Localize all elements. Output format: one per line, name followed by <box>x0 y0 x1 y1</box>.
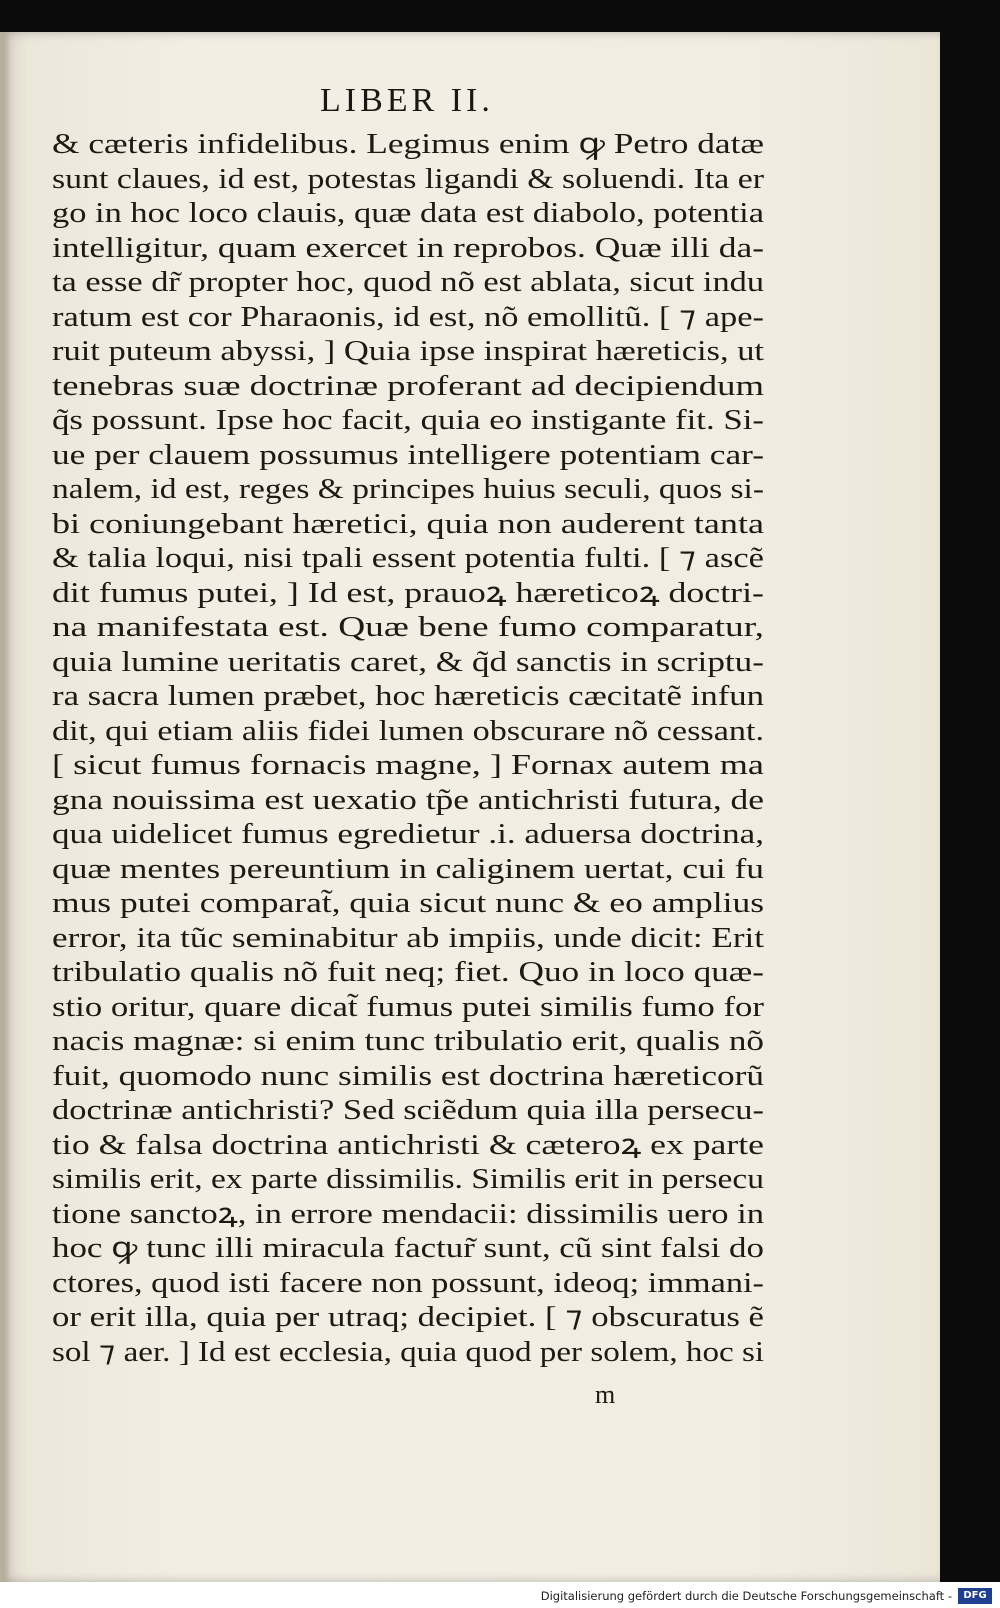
text-line: dit fumus putei, ] Id est, prauoꝝ hæreticoꝝ doctri- <box>52 577 764 609</box>
text-line: quia lumine ueritatis caret, & q̃d sanctis in scriptu- <box>52 646 764 678</box>
text-line: fuit, quomodo nunc similis est doctrina hæreticorũ <box>52 1060 765 1092</box>
text-line: hoc ꝙ tunc illi miracula factur̃ sunt, cũ sint falsi do <box>52 1233 764 1264</box>
text-line: qua uidelicet fumus egredietur .i. aduersa doctrina, <box>52 819 765 850</box>
text-line: stio oritur, quare dicat̃ fumus putei similis fumo for <box>52 991 765 1023</box>
text-line: & talia loqui, nisi tpali essent potentia fulti. [ ⁊ ascẽ <box>52 543 764 574</box>
text-line: ruit puteum abyssi, ] Quia ipse inspirat hæreticis, ut <box>52 336 765 367</box>
text-line: tribulatio qualis nõ fuit neq; fiet. Quo in loco quæ- <box>52 957 765 988</box>
text-line: or erit illa, quia per utraq; decipiet. [ ⁊ obscuratus ẽ <box>52 1302 764 1333</box>
text-line: intelligitur, quam exercet in reprobos. Quæ illi da- <box>52 232 765 264</box>
text-line: [ sicut fumus fornacis magne, ] Fornax autem ma <box>52 750 764 781</box>
text-line: gna nouissima est uexatio tp̃e antichristi futura, de <box>52 784 764 816</box>
text-line: ta esse dr̃ propter hoc, quod nõ est ablata, sicut indu <box>52 267 765 298</box>
text-line: sunt claues, id est, potestas ligandi & soluendi. Ita er <box>52 163 764 195</box>
footer-credit: Digitalisierung gefördert durch die Deutsche Forschungsgemeinschaft - <box>540 1589 952 1603</box>
text-line: nalem, id est, reges & principes huius seculi, quos si- <box>52 474 764 505</box>
text-line: ratum est cor Pharaonis, id est, nõ emollitũ. [ ⁊ ape- <box>52 301 764 333</box>
page-gutter-shadow <box>0 32 10 1582</box>
text-line: mus putei comparat̃, quia sicut nunc & eo amplius <box>52 888 765 919</box>
dfg-logo-icon: DFG <box>958 1588 992 1604</box>
footer-bar <box>0 1582 1000 1608</box>
text-line: & cæteris infidelibus. Legimus enim ꝙ Petro datæ <box>52 129 765 160</box>
text-line: go in hoc loco clauis, quæ data est diabolo, potentia <box>52 198 765 229</box>
text-line: na manifestata est. Quæ bene fumo comparatur, <box>52 612 764 643</box>
text-line: bi coniungebant hæretici, quia non auderent tanta <box>52 508 764 540</box>
text-line: tione sanctoꝝ, in errore mendacii: dissimilis uero in <box>52 1198 764 1230</box>
text-line: dit, qui etiam aliis fidei lumen obscurare nõ cessant. <box>52 715 765 747</box>
text-line: q̃s possunt. Ipse hoc facit, quia eo instigante fit. Si- <box>52 405 765 436</box>
text-line: doctrinæ antichristi? Sed sciẽdum quia illa persecu- <box>52 1095 764 1126</box>
text-line: nacis magnæ: si enim tunc tribulatio erit, qualis nõ <box>52 1026 764 1057</box>
text-line: error, ita tũc seminabitur ab impiis, unde dicit: Erit <box>52 922 765 954</box>
text-line: ra sacra lumen præbet, hoc hæreticis cæcitatẽ infun <box>52 681 765 712</box>
text-line: quæ mentes pereuntium in caliginem uertat, cui fu <box>52 853 764 885</box>
text-line: tenebras suæ doctrinæ proferant ad decipiendum <box>52 370 764 402</box>
text-line: ctores, quod isti facere non possunt, ideoq; immani- <box>52 1267 764 1299</box>
text-line: ue per clauem possumus intelligere potentiam car- <box>52 439 765 471</box>
text-line: tio & falsa doctrina antichristi & cæteroꝝ ex parte <box>52 1129 765 1161</box>
running-head: LIBER II. <box>320 82 494 119</box>
text-line: sol ⁊ aer. ] Id est ecclesia, quia quod per solem, hoc si <box>52 1336 765 1368</box>
body-text <box>52 128 772 1370</box>
text-line: similis erit, ex parte dissimilis. Similis erit in persecu <box>52 1164 764 1195</box>
signature-mark: m <box>595 1380 616 1409</box>
